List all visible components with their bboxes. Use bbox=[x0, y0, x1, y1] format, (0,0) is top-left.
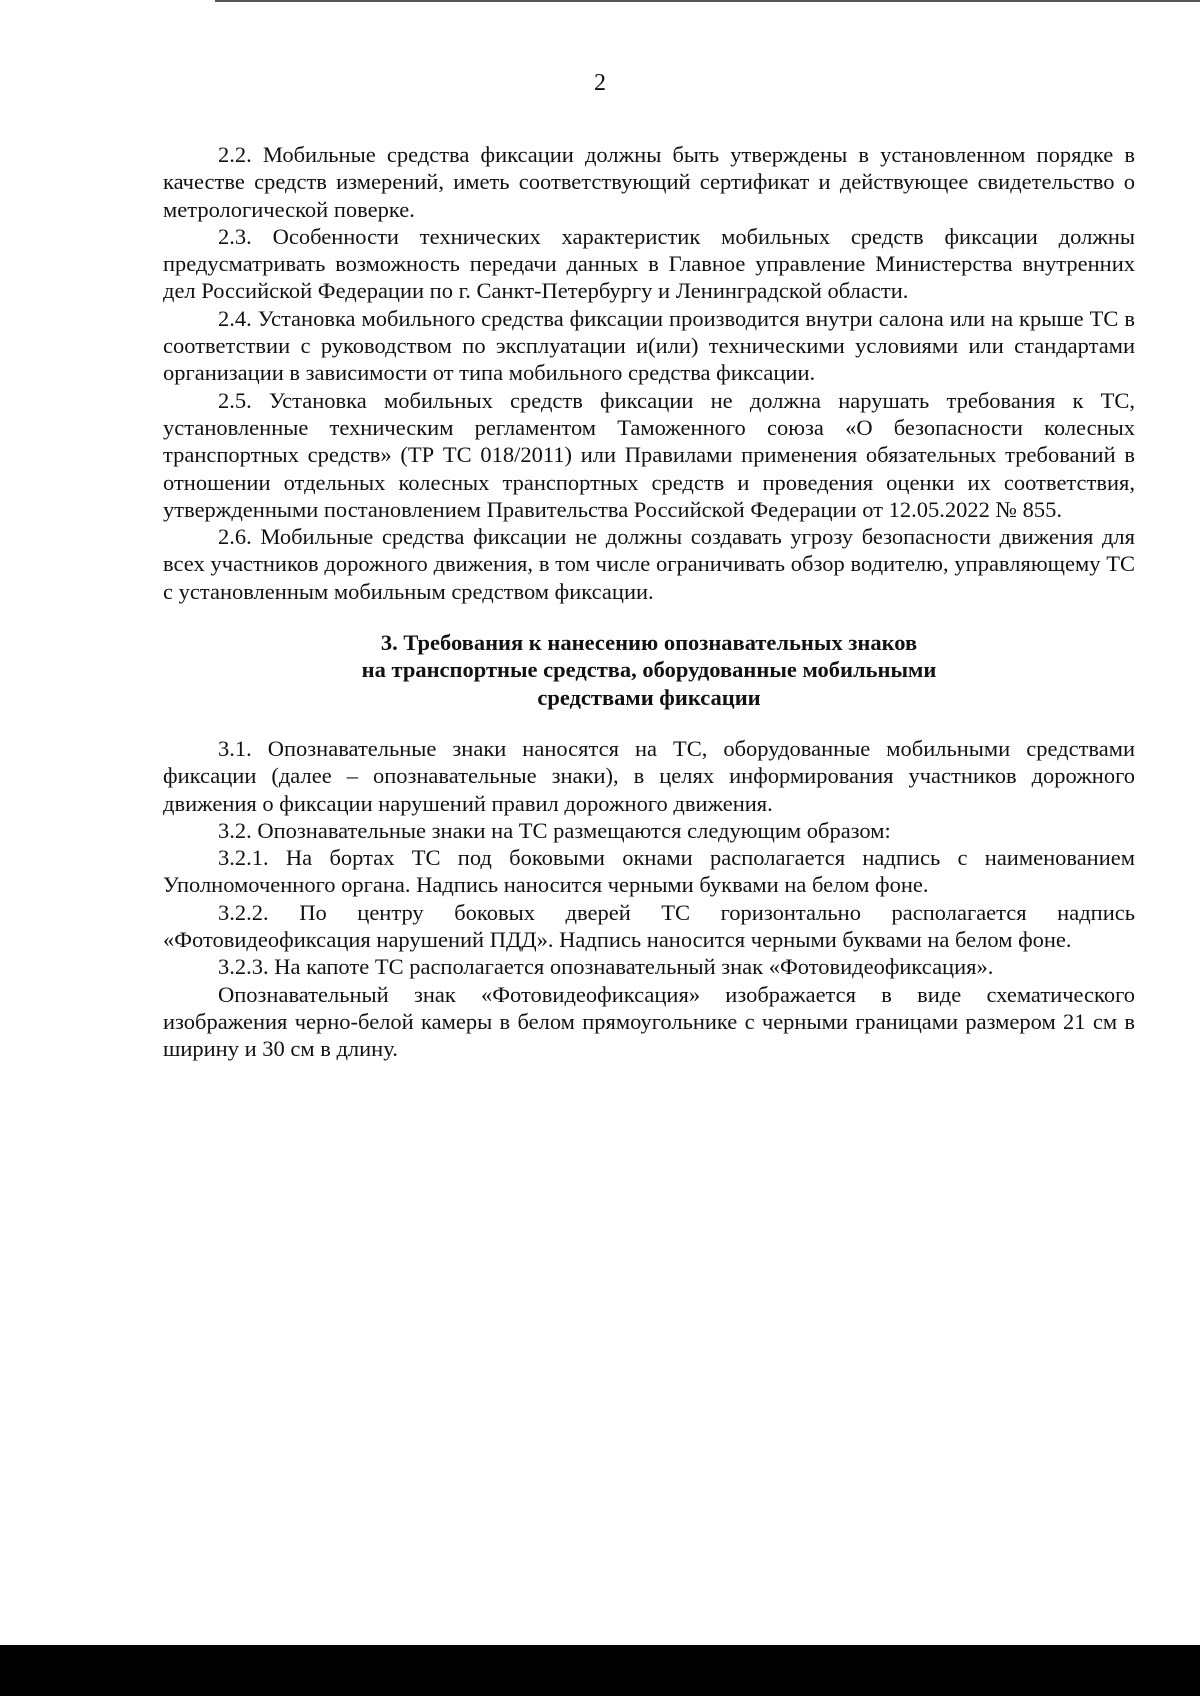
paragraph-2-6: 2.6. Мобильные средства фиксации не должны создавать угрозу безопасности движения для всех участников дорожного движения, в том числе ограничивать обзор водителю, управляющему ТС с установленным мобильным средством фиксации. bbox=[163, 524, 1135, 604]
paragraph-3-2-2: 3.2.2. По центру боковых дверей ТС горизонтально располагается надпись «Фотовидеофиксация нарушений ПДД». Надпись наносится черными буквами на белом фоне. bbox=[163, 899, 1135, 953]
paragraph-3-1: 3.1. Опознавательные знаки наносятся на ТС, оборудованные мобильными средствами фиксации (далее – опознавательные знаки), в целях информирования участников дорожного движения о фиксации нарушений правил дорожного движения. bbox=[163, 735, 1135, 816]
section-3-heading-line-2: на транспортные средства, оборудованные мобильными bbox=[361, 657, 937, 683]
scan-bottom-black-bar bbox=[0, 1645, 1200, 1696]
section-3-heading bbox=[163, 629, 1135, 711]
paragraph-3-2: 3.2. Опознавательные знаки на ТС размещаются следующим образом: bbox=[218, 817, 891, 843]
paragraph-2-5: 2.5. Установка мобильных средств фиксации не должна нарушать требования к ТС, установленные техническим регламентом Таможенного союза «О безопасности колесных транспортных средств» (ТР ТС 018/2011) или Правилами применения обязательных требований в отношении отдельных колесных транспортных средств и проведения оценки их соответствия, утвержденными постановлением Правительства Российской Федерации от 12.05.2022 № 855. bbox=[163, 387, 1135, 522]
paragraph-2-4: 2.4. Установка мобильного средства фиксации производится внутри салона или на крыше ТС в соответствии с руководством по эксплуатации и(или) техническими условиями или стандартами организации в зависимости от типа мобильного средства фиксации. bbox=[163, 305, 1135, 386]
scan-top-edge-line bbox=[215, 0, 1200, 2]
paragraph-sign-description: Опознавательный знак «Фотовидеофиксация» изображается в виде схематического изображения черно-белой камеры в белом прямоугольнике с черными границами размером 21 см в ширину и 30 см в длину. bbox=[163, 981, 1135, 1062]
section-3-heading-line-1: 3. Требования к нанесению опознавательных знаков bbox=[380, 630, 918, 656]
paragraph-3-2-1: 3.2.1. На бортах ТС под боковыми окнами располагается надпись с наименованием Уполномоченного органа. Надпись наносится черными буквами на белом фоне. bbox=[163, 845, 1135, 898]
section-3-heading-line-3: средствами фиксации bbox=[537, 684, 761, 710]
paragraph-2-3: 2.3. Особенности технических характеристик мобильных средств фиксации должны предусматривать возможность передачи данных в Главное управление Министерства внутренних дел Российской Федерации по г. Санкт-Петербургу и Ленинградской области. bbox=[163, 223, 1135, 304]
document-body bbox=[163, 141, 1135, 1063]
paragraph-2-2: 2.2. Мобильные средства фиксации должны быть утверждены в установленном порядке в качестве средств измерений, иметь соответствующий сертификат и действующее свидетельство о метрологической поверке. bbox=[163, 142, 1135, 222]
paragraph-3-2-3: 3.2.3. На капоте ТС располагается опознавательный знак «Фотовидеофиксация». bbox=[218, 954, 994, 980]
page-number: 2 bbox=[594, 70, 606, 96]
